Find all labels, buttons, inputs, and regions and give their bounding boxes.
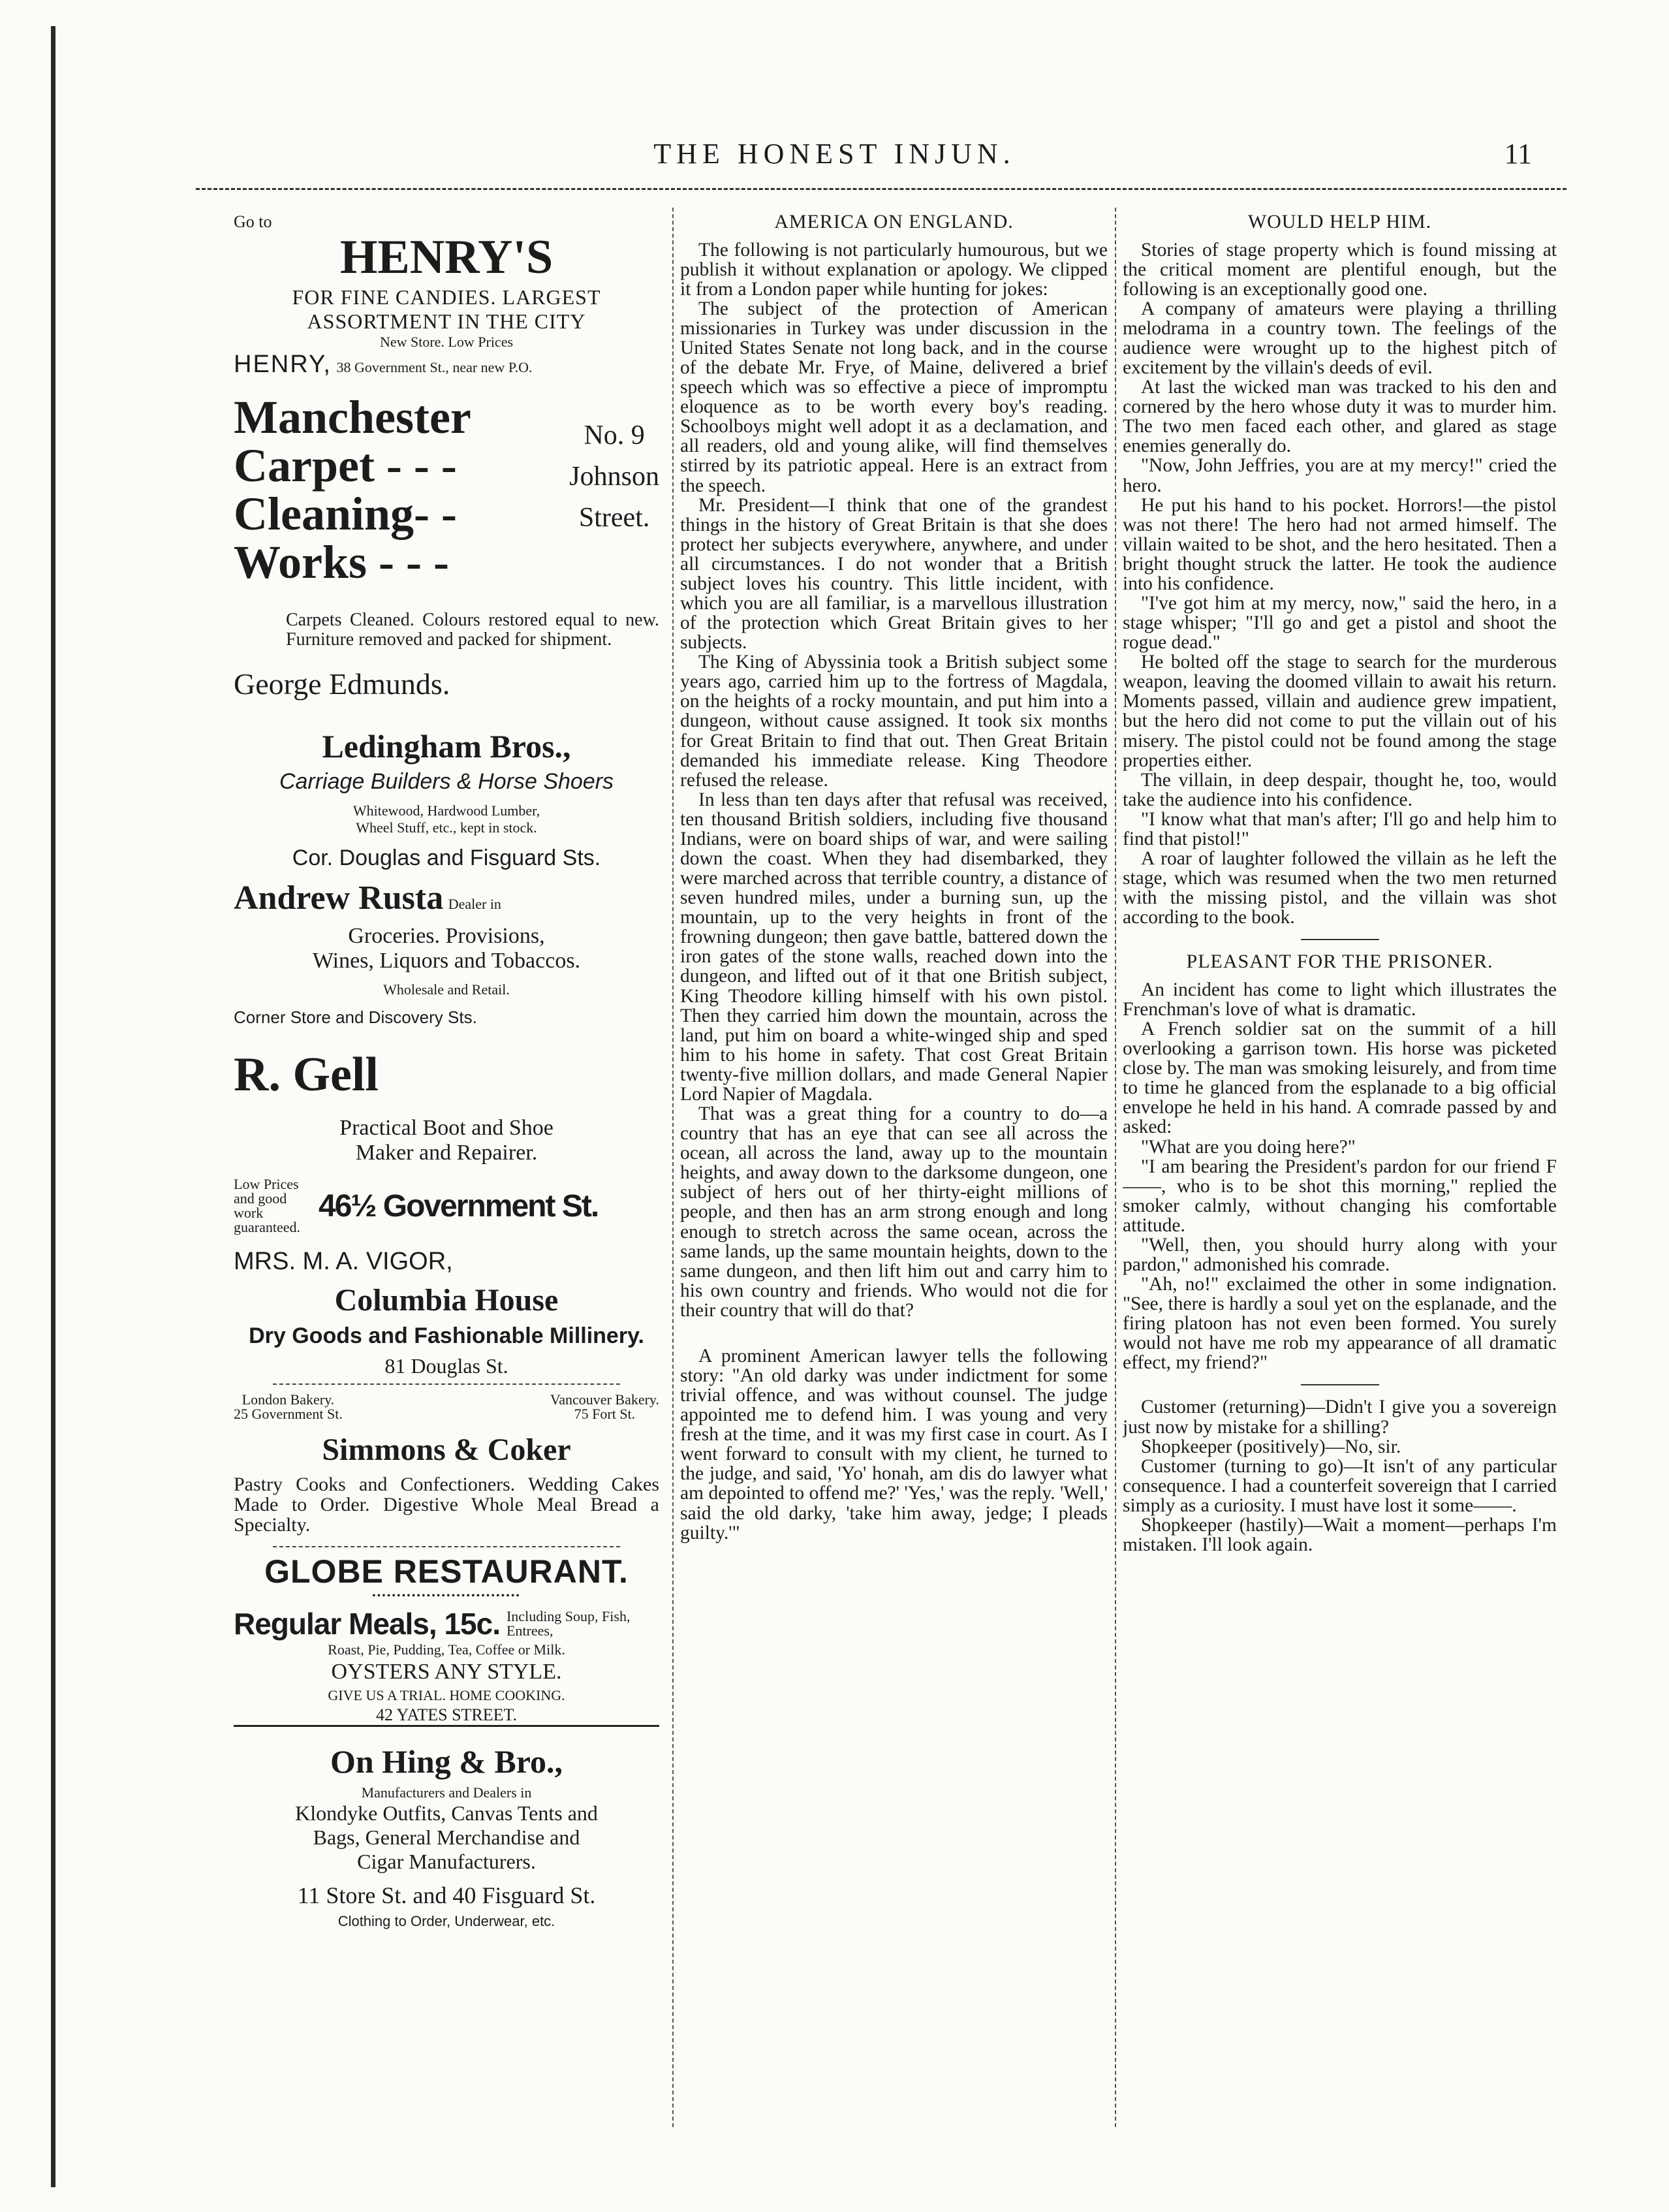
rusta-dealer: Dealer in — [448, 896, 501, 913]
onhing-line1: Manufacturers and Dealers in — [361, 1784, 532, 1801]
rusta-line1: Groceries. Provisions, — [348, 924, 545, 949]
ad-rusta — [234, 879, 659, 1028]
manchester-owner: George Edmunds. — [234, 667, 450, 701]
article-paragraph: Shopkeeper (hastily)—Wait a moment—perhaps I'm mistaken. I'll look again. — [1123, 1514, 1557, 1556]
gell-name: R. Gell — [234, 1048, 379, 1102]
article-paragraph: Mr. President—I think that one of the grandest things in the history of Great Britain is that she does protect her subjects everywhere, anywhere, and under all circumstances. I do not wonder that a British subject loves his country. This little incident, with which you are all familiar, is a marvellous illustration of the protection which Great Britain gives to her subjects. — [680, 494, 1108, 654]
bakery-right-1: Vancouver Bakery. — [550, 1391, 659, 1408]
article-paragraph: "Well, then, you should hurry along with your pardon," admonished his comrade. — [1123, 1234, 1557, 1276]
bakery-left-2: 25 Government St. — [234, 1406, 343, 1423]
gell-line1: Practical Boot and Shoe — [339, 1116, 554, 1141]
manchester-line1: Manchester — [234, 391, 471, 443]
article-paragraph: "I know what that man's after; I'll go and help him to find that pistol!" — [1123, 808, 1557, 849]
manchester-addr2: Johnson — [569, 462, 659, 492]
vigor-name: MRS. M. A. VIGOR, — [234, 1248, 453, 1276]
ad-divider — [273, 1546, 620, 1547]
gell-address: 46½ Government St. — [319, 1188, 599, 1224]
vigor-house: Columbia House — [334, 1283, 559, 1318]
right-column — [1123, 212, 1557, 2125]
globe-dots: •••••••••••••••••••••••••••••• — [371, 1590, 522, 1602]
section-separator — [1301, 939, 1379, 940]
article-paragraph: A French soldier sat on the summit of a hill overlooking a garrison town. His horse was picketed close by. The man was smoking leisurely, and from time to time he glanced from the esplanade to a big official envelope he held in his hand. A comrade passed by and asked: — [1123, 1019, 1557, 1138]
globe-line3: OYSTERS ANY STYLE. — [331, 1659, 562, 1684]
article-paragraph: The King of Abyssinia took a British subject some years ago, carried him up to the fortress of Magdala, on the heights of a rocky mountain, and put him into a dungeon, without cause assigned. It took six months for Great Britain to find that out. Then Great Britain demanded his immediate release. King Theodore refused the release. — [680, 652, 1108, 791]
ledingham-name: Ledingham Bros., — [322, 728, 571, 765]
page-edge — [51, 26, 55, 2187]
article-paragraph: Customer (returning)—Didn't I give you a sovereign just now by mistake for a shilling? — [1123, 1397, 1557, 1438]
column-rule-2 — [1115, 208, 1116, 2127]
manchester-line4: Works - - - — [234, 536, 449, 589]
ledingham-address: Cor. Douglas and Fisguard Sts. — [292, 845, 601, 871]
vigor-line1: Dry Goods and Fashionable Millinery. — [249, 1323, 644, 1349]
article-title: AMERICA ON ENGLAND. — [774, 212, 1014, 232]
gell-line2: Maker and Repairer. — [355, 1141, 538, 1165]
ad-globe — [234, 1553, 659, 1727]
simmons-name: Simmons & Coker — [322, 1432, 571, 1468]
article-paragraph: "Ah, no!" exclaimed the other in some indignation. "See, there is hardly a soul yet on the esplanade, and the firing platoon has not even been formed. You surely would not have me rob my appearance of all dramatic effect, my friend?" — [1123, 1274, 1557, 1374]
ad-onhing — [234, 1743, 659, 1930]
manchester-line2: Carpet - - - — [234, 439, 457, 492]
article-paragraph: The following is not particularly humourous, but we publish it without explanation or apology. We clipped it from a London paper while hunting for jokes: — [680, 239, 1108, 300]
article-paragraph: "What are you doing here?" — [1141, 1136, 1356, 1158]
onhing-line3: Bags, General Merchandise and — [313, 1825, 580, 1849]
ad-ledingham — [234, 727, 659, 871]
middle-column — [680, 212, 1108, 2125]
goto-text: Go to — [234, 212, 272, 231]
gell-small: Low Prices and good work guaranteed. — [234, 1176, 300, 1236]
article-paragraph: A roar of laughter followed the villain as he left the stage, which was resumed when the two men returned with the missing pistol, and the villain was shot according to the book. — [1123, 848, 1557, 928]
article-paragraph: Customer (turning to go)—It isn't of any particular consequence. I had a counterfeit sovereign that I carried simply as a curiosity. I must have lost it some——. — [1123, 1455, 1557, 1516]
running-title: THE HONEST INJUN. — [653, 138, 1016, 170]
article-paragraph: That was a great thing for a country to do—a country that has an eye that can see all across the ocean, all across the land, away up to the mountain heights, and away down to the darksome dungeon, one subject of hers out of her thirty-eight millions of people, and then has an arm strong enough and long enough to stretch across the same ocean, across the same lands, up the same mountain heights, down to the same dungeon, and then lift him out and carry him to his own country and friends. Who would not die for their country that will do that? — [680, 1103, 1108, 1321]
ad-henrys — [234, 212, 659, 379]
globe-address: 42 YATES STREET. — [234, 1705, 659, 1727]
article-paragraph: He put his hand to his pocket. Horrors!—the pistol was not there! The hero had not armed himself. The villain waited to be shot, and the hero hesitated. Then a bright thought struck the latter. He took the audience into his confidence. — [1123, 494, 1557, 594]
vigor-address: 81 Douglas St. — [384, 1354, 508, 1378]
onhing-line2: Klondyke Outfits, Canvas Tents and — [295, 1801, 598, 1825]
henrys-name: HENRY'S — [339, 230, 554, 284]
article-title: WOULD HELP HIM. — [1247, 212, 1432, 232]
onhing-address: 11 Store St. and 40 Fisguard St. — [297, 1882, 596, 1908]
page-header — [0, 137, 1669, 183]
henrys-address-line — [234, 351, 659, 379]
bakery-right-2: 75 Fort St. — [574, 1406, 636, 1423]
rusta-name: Andrew Rusta — [234, 879, 444, 917]
henrys-sig: HENRY, — [234, 351, 332, 378]
rusta-address: Corner Store and Discovery Sts. — [234, 1007, 477, 1028]
article-title: PLEASANT FOR THE PRISONER. — [1186, 951, 1493, 973]
onhing-name: On Hing & Bro., — [330, 1743, 563, 1780]
page-number: 11 — [1504, 138, 1532, 170]
column-rule-1 — [672, 208, 674, 2127]
henrys-line1: FOR FINE CANDIES. LARGEST — [292, 285, 601, 309]
article-paragraph: Shopkeeper (positively)—No, sir. — [1141, 1436, 1401, 1457]
ad-vigor — [234, 1248, 659, 1378]
onhing-line4: Cigar Manufacturers. — [357, 1849, 536, 1873]
article-paragraph: The subject of the protection of American missionaries in Turkey was under discussion in the United States Senate not long back, and in the course of the debate Mr. Frye, of Maine, delivered a brief speech which was so effective a piece of impromptu eloquence as to be worth every boy's reading. Schoolboys might well adopt it as a declamation, and all readers, old and young alike, will find themselves stirred by its patriotic appeal. Here is an extract from the speech. — [680, 298, 1108, 496]
ad-divider — [273, 1383, 620, 1385]
henrys-line3: New Store. Low Prices — [379, 334, 514, 350]
article-paragraph: At last the wicked man was tracked to his den and cornered by the hero whose duty it was to murder him. The two men faced each other, and glared as stage enemies generally do. — [1123, 377, 1557, 457]
rusta-line3: Wholesale and Retail. — [383, 981, 510, 998]
globe-meals: Regular Meals, 15c. — [234, 1606, 500, 1641]
ad-manchester — [234, 393, 659, 587]
manchester-line3: Cleaning- - — [234, 488, 457, 541]
article-paragraph: The villain, in deep despair, thought he, too, would take the audience into his confidence. — [1123, 769, 1557, 810]
article-paragraph: In less than ten days after that refusal was received, ten thousand British soldiers, including five thousand Indians, were on board ships of war, and were sailing down the coast. When they had disembarked, they were marched across that terrible country, a distance of seven hundred miles, under a burning sun, up the mountain, up to the very heights in front of the frowning dungeon; then gave battle, battered down the iron gates of the stone walls, reached down into the dungeon, and lifted out of it that one British subject, King Theodore killing himself with his own pistol. Then they carried him down the mountain, across the land, put him on board a white-winged ship and sped him to his home in safety. That cost Great Britain twenty-five million dollars, and made General Napier Lord Napier of Magdala. — [680, 789, 1108, 1105]
article-paragraph: He bolted off the stage to search for the murderous weapon, leaving the doomed villain to await his return. Moments passed, villain and audience grew impatient, but the hero did not come to put the villain out of his misery. The pistol could not be found among the stage properties either. — [1123, 652, 1557, 771]
ad-gell — [234, 1047, 659, 1235]
rusta-line2: Wines, Liquors and Tobaccos. — [312, 949, 581, 973]
onhing-line5: Clothing to Order, Underwear, etc. — [337, 1912, 555, 1929]
manchester-addr1: No. 9 — [584, 420, 645, 450]
article-paragraph: Stories of stage property which is found missing at the critical moment are plentiful enough, but the following is an exceptionally good one. — [1123, 239, 1557, 300]
bakery-left-1: London Bakery. — [242, 1391, 335, 1408]
article-paragraph: A company of amateurs were playing a thrilling melodrama in a country town. The feelings of the audience were wrought up to the highest pitch of excitement by the villain's deeds of evil. — [1123, 298, 1557, 379]
ledingham-trade: Carriage Builders & Horse Shoers — [279, 769, 614, 795]
globe-name: GLOBE RESTAURANT. — [264, 1553, 629, 1590]
henrys-address: 38 Government St., near new P.O. — [336, 359, 533, 375]
article-paragraph: "I've got him at my mercy, now," said the hero, in a stage whisper; "I'll go and get a pistol and shoot the rogue dead." — [1123, 593, 1557, 654]
advertisement-column — [234, 212, 659, 2128]
section-separator — [1301, 1384, 1379, 1385]
ledingham-line2: Wheel Stuff, etc., kept in stock. — [356, 819, 537, 836]
globe-line4: GIVE US A TRIAL. HOME COOKING. — [328, 1686, 565, 1703]
manchester-desc: Carpets Cleaned. Colours restored equal to new. Furniture removed and packed for shipment. — [286, 609, 659, 650]
simmons-desc: Pastry Cooks and Confectioners. Wedding Cakes Made to Order. Digestive Whole Meal Bread a Specialty. — [234, 1474, 659, 1536]
ad-bakeries — [234, 1393, 659, 1421]
ledingham-line1: Whitewood, Hardwood Lumber, — [352, 802, 540, 819]
globe-inc1: Including Soup, Fish, Entrees, — [506, 1607, 631, 1639]
article-paragraph: "I am bearing the President's pardon for our friend F——, who is to be shot this morning," replied the smoker calmly, without changing his comfortable attitude. — [1123, 1156, 1557, 1236]
henrys-line2: ASSORTMENT IN THE CITY — [307, 309, 586, 333]
globe-inc2: Roast, Pie, Pudding, Tea, Coffee or Milk. — [328, 1641, 565, 1658]
article-paragraph: An incident has come to light which illustrates the Frenchman's love of what is dramatic. — [1123, 979, 1557, 1020]
manchester-addr3: Street. — [578, 503, 650, 533]
header-rule — [196, 188, 1567, 190]
article-paragraph: "Now, John Jeffries, you are at my mercy!" cried the hero. — [1123, 455, 1557, 496]
article-paragraph: A prominent American lawyer tells the following story: "An old darky was under indictment for some trivial offence, and was without counsel. The judge appointed me to defend him. I was young and very fresh at the time, and it was my first case in court. As I went forward to consult with my client, he turned to the judge, and said, 'Yo' honah, am dis do lawyer what am depointed to offend me?' 'Yes,' was the reply. 'Well,' said the old darky, 'take him away, jedge; I pleads guilty.'" — [680, 1345, 1108, 1543]
ad-simmons — [234, 1432, 659, 1536]
